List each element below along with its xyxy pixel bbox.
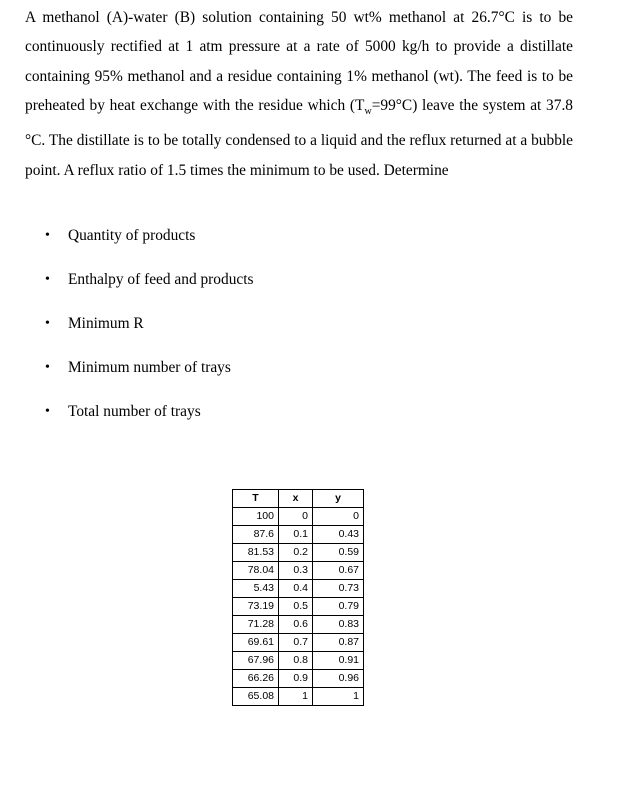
cell-y: 0.87 bbox=[313, 634, 364, 652]
cell-t: 100 bbox=[233, 508, 279, 526]
cell-y: 0 bbox=[313, 508, 364, 526]
task-text: Minimum number of trays bbox=[68, 359, 231, 376]
table-row bbox=[233, 616, 364, 634]
table-row bbox=[233, 652, 364, 670]
cell-x: 0.2 bbox=[279, 544, 313, 562]
cell-y: 0.79 bbox=[313, 598, 364, 616]
cell-t: 67.96 bbox=[233, 652, 279, 670]
table-row bbox=[233, 634, 364, 652]
table-row bbox=[233, 562, 364, 580]
cell-y: 0.83 bbox=[313, 616, 364, 634]
table-row bbox=[233, 598, 364, 616]
cell-y: 0.67 bbox=[313, 562, 364, 580]
cell-t: 5.43 bbox=[233, 580, 279, 598]
column-header-t: T bbox=[233, 490, 279, 508]
bullet-icon: • bbox=[45, 228, 50, 243]
problem-text-part1: A methanol (A)-water (B) solution containing 50 wt% methanol at 26.7°C is to be continuously rectified at 1 atm pressure at a rate of 5000 kg/h to provide a distillate containing 95% methanol and a residue containing 1% methanol (wt). The feed is to be preheated by heat exchange with the residue which (T bbox=[25, 9, 573, 114]
bullet-icon: • bbox=[45, 272, 50, 287]
cell-x: 0.3 bbox=[279, 562, 313, 580]
cell-x: 1 bbox=[279, 688, 313, 706]
column-header-x: x bbox=[279, 490, 313, 508]
task-text: Total number of trays bbox=[68, 403, 201, 420]
table-row bbox=[233, 670, 364, 688]
cell-t: 65.08 bbox=[233, 688, 279, 706]
cell-y: 0.73 bbox=[313, 580, 364, 598]
cell-y: 0.91 bbox=[313, 652, 364, 670]
bullet-icon: • bbox=[45, 360, 50, 375]
bullet-icon: • bbox=[45, 316, 50, 331]
problem-text-part2: =99°C) leave the system at 37.8 °C. The distillate is to be totally condensed to a liquid and the reflux returned at a bubble point. A reflux ratio of 1.5 times the minimum to be used. Determine bbox=[25, 96, 573, 179]
cell-x: 0.7 bbox=[279, 634, 313, 652]
cell-y: 0.59 bbox=[313, 544, 364, 562]
table-row bbox=[233, 526, 364, 544]
cell-x: 0.9 bbox=[279, 670, 313, 688]
cell-t: 69.61 bbox=[233, 634, 279, 652]
cell-t: 87.6 bbox=[233, 526, 279, 544]
cell-x: 0.5 bbox=[279, 598, 313, 616]
cell-t: 78.04 bbox=[233, 562, 279, 580]
table-row bbox=[233, 688, 364, 706]
subscript-w: w bbox=[364, 105, 372, 117]
table-row bbox=[233, 544, 364, 562]
cell-y: 0.96 bbox=[313, 670, 364, 688]
cell-x: 0 bbox=[279, 508, 313, 526]
cell-y: 0.43 bbox=[313, 526, 364, 544]
task-text: Quantity of products bbox=[68, 227, 196, 244]
cell-y: 1 bbox=[313, 688, 364, 706]
table-row bbox=[233, 580, 364, 598]
vle-data-table bbox=[232, 489, 364, 706]
task-text: Enthalpy of feed and products bbox=[68, 271, 254, 288]
table-header-row bbox=[233, 490, 364, 508]
cell-x: 0.1 bbox=[279, 526, 313, 544]
problem-statement bbox=[25, 3, 573, 185]
bullet-icon: • bbox=[45, 404, 50, 419]
cell-x: 0.8 bbox=[279, 652, 313, 670]
cell-t: 66.26 bbox=[233, 670, 279, 688]
cell-x: 0.6 bbox=[279, 616, 313, 634]
cell-t: 73.19 bbox=[233, 598, 279, 616]
cell-t: 81.53 bbox=[233, 544, 279, 562]
cell-t: 71.28 bbox=[233, 616, 279, 634]
cell-x: 0.4 bbox=[279, 580, 313, 598]
column-header-y: y bbox=[313, 490, 364, 508]
task-text: Minimum R bbox=[68, 315, 144, 332]
table-row bbox=[233, 508, 364, 526]
